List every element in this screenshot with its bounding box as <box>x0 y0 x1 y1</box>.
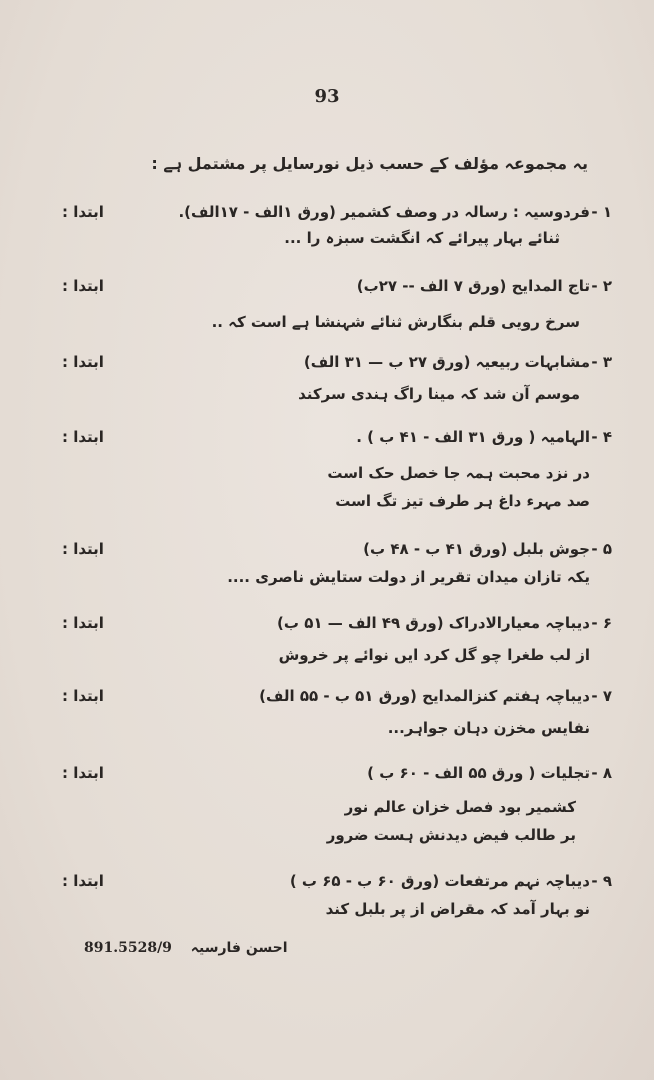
entry-title: دیباچہ ہفتم کنزالمدایح (ورق ۵۱ ب - ۵۵ الف) <box>259 687 590 705</box>
entry-title: دیباچہ معیارالادراک (ورق ۴۹ الف — ۵۱ ب) <box>277 614 590 632</box>
ibtida-label: ابتدا : <box>62 872 104 890</box>
ibtida-label: ابتدا : <box>62 764 104 782</box>
entry-number: ۴ - <box>591 428 612 446</box>
ibtida-label: ابتدا : <box>62 203 104 221</box>
entry <box>62 425 612 515</box>
ibtida-label: ابتدا : <box>62 614 104 632</box>
footer <box>84 940 484 956</box>
entry <box>62 611 612 669</box>
ibtida-label: ابتدا : <box>62 540 104 558</box>
entry <box>62 869 612 923</box>
entry <box>62 684 612 742</box>
entry <box>62 350 612 408</box>
entry-line: ثنائے بہار پیرائے کہ انگشت سبزہ را ... <box>284 229 560 247</box>
entry-line: از لب طغرا چو گل کرد ایں نوائے پر خروش <box>278 646 590 664</box>
page-number: 93 <box>314 86 340 107</box>
entry-title: تاج المدایح (ورق ۷ الف -- ۲۷ب) <box>356 277 590 295</box>
entry <box>62 274 612 336</box>
entry <box>62 200 612 252</box>
intro-text: یہ مجموعہ مؤلف کے حسب ذیل نورسایل پر مشتمل ہے : <box>151 154 588 173</box>
entry-number: ۵ - <box>591 540 612 558</box>
author-label: احسن فارسیہ <box>190 940 288 956</box>
entry-line: بر طالب فیض دیدنش ہست ضرور <box>326 826 576 844</box>
entry-title: مشابہات ربیعیہ (ورق ۲۷ ب — ۳۱ الف) <box>303 353 590 371</box>
entry-number: ۳ - <box>591 353 612 371</box>
entry-line: در نزد محبت ہمہ جا خصل حک است <box>327 464 590 482</box>
entry <box>62 761 612 849</box>
entry-title: جوش بلبل (ورق ۴۱ ب - ۴۸ ب) <box>363 540 590 558</box>
entry-line: صد مہرء داغ ہر طرف تیز تگ است <box>335 492 590 510</box>
entry-line: یکہ تازان میدان تقریر از دولت ستایش ناصری .... <box>227 568 590 586</box>
entry-number: ۶ - <box>591 614 612 632</box>
entry-line: موسم آن شد کہ مینا راگ ہندی سرکند <box>298 385 580 403</box>
entry-title: دیباچہ نہم مرتفعات (ورق ۶۰ ب - ۶۵ ب ) <box>289 872 590 890</box>
entry-title: تجلیات ( ورق ۵۵ الف - ۶۰ ب ) <box>367 764 590 782</box>
ibtida-label: ابتدا : <box>62 428 104 446</box>
entry-line: نو بہار آمد کہ مقراض از پر بلبل کند <box>325 900 590 918</box>
ibtida-label: ابتدا : <box>62 687 104 705</box>
entry-number: ۱ - <box>591 203 612 221</box>
entry-number: ۹ - <box>591 872 612 890</box>
ibtida-label: ابتدا : <box>62 353 104 371</box>
call-number: 891.5528/9 <box>84 940 172 956</box>
entry-number: ۸ - <box>591 764 612 782</box>
entry-line: سرخ رویی قلم بنگارش ثنائے شہنشا ہے است کہ .. <box>211 313 580 331</box>
entry-line: نفایس مخزن دہان جواہر... <box>387 719 590 737</box>
entry-number: ۲ - <box>591 277 612 295</box>
entry-line: کشمیر بود فصل خزان عالم نور <box>344 798 576 816</box>
entry-title: فردوسیہ : رسالہ در وصف کشمیر (ورق ۱الف - ۱۷الف). <box>178 203 590 221</box>
entry-number: ۷ - <box>591 687 612 705</box>
ibtida-label: ابتدا : <box>62 277 104 295</box>
entry-title: الہامیہ ( ورق ۳۱ الف - ۴۱ ب ) . <box>356 428 590 446</box>
entry <box>62 537 612 591</box>
